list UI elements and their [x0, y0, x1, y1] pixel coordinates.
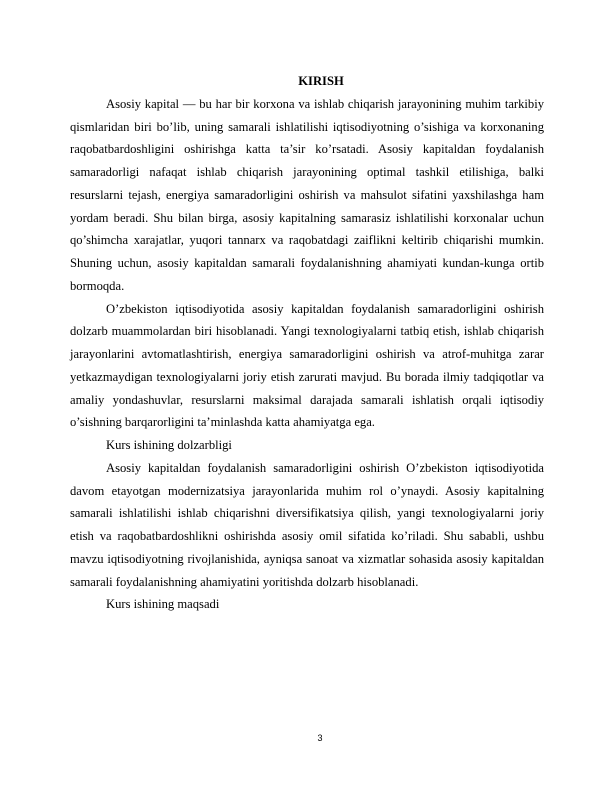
intro-paragraph-1: Asosiy kapital — bu har bir korxona va ishlab chiqarish jarayonining muhim tarkibiy qismlaridan biri bo’lib, uning samarali ishlatilishi iqtisodiyotning o’sishiga va korxonaning raqobatbardoshligini oshirishga katta ta’sir ko’rsatadi. Asosiy kapitaldan foydalanish samaradorligi nafaqat ishlab chiqarish jarayonining optimal tashkil etilishiga, balki resurslarni tejash, energiya samaradorligini oshirish va mahsulot sifatini yaxshilashga ham yordam beradi. Shu bilan birga, asosiy kapitalning samarasiz ishlatilishi korxonalar uchun qo’shimcha xarajatlar, yuqori tannarx va raqobatdagi zaiflikni keltirib chiqarishi mumkin. Shuning uchun, asosiy kapitaldan samarali foydalanishning ahamiyati kundan-kunga ortib bormoqda. — [70, 96, 544, 293]
section-heading-relevance: Kurs ishining dolzarbligi — [106, 438, 232, 452]
page-number: 3 — [317, 733, 323, 743]
page-title: KIRISH — [298, 74, 344, 88]
relevance-paragraph: Asosiy kapitaldan foydalanish samaradorligini oshirish O’zbekiston iqtisodiyotida davom etayotgan modernizatsiya jarayonlarida muhim rol o’ynaydi. Asosiy kapitalning samarali ishlatilishi ishlab chiqarishni diversifikatsiya qilish, yangi texnologiyalarni joriy etish va raqobatbardoshlikni oshirishda asosiy omil sifatida ko’riladi. Shu sababli, ushbu mavzu iqtisodiyotning rivojlanishida, ayniqsa sanoat va xizmatlar sohasida asosiy kapitaldan samarali foydalanishning ahamiyatini yoritishda dolzarb hisoblanadi. — [70, 460, 544, 589]
section-heading-goal: Kurs ishining maqsadi — [106, 597, 220, 612]
intro-paragraph-2: O’zbekiston iqtisodiyotida asosiy kapitaldan foydalanish samaradorligini oshirish dolzarb muammolardan biri hisoblanadi. Yangi texnologiyalarni tatbiq etish, ishlab chiqarish jarayonlarini avtomatlashtirish, energiya samaradorligini oshirish va atrof-muhitga zarar yetkazmaydigan texnologiyalarni joriy etish zarurati mavjud. Bu borada ilmiy tadqiqotlar va amaliy yondashuvlar, resurslarni maksimal darajada samarali ishlatish orqali iqtisodiy o’sishning barqarorligini ta’minlashda katta ahamiyatga ega. — [70, 301, 544, 430]
page-content — [70, 70, 544, 616]
